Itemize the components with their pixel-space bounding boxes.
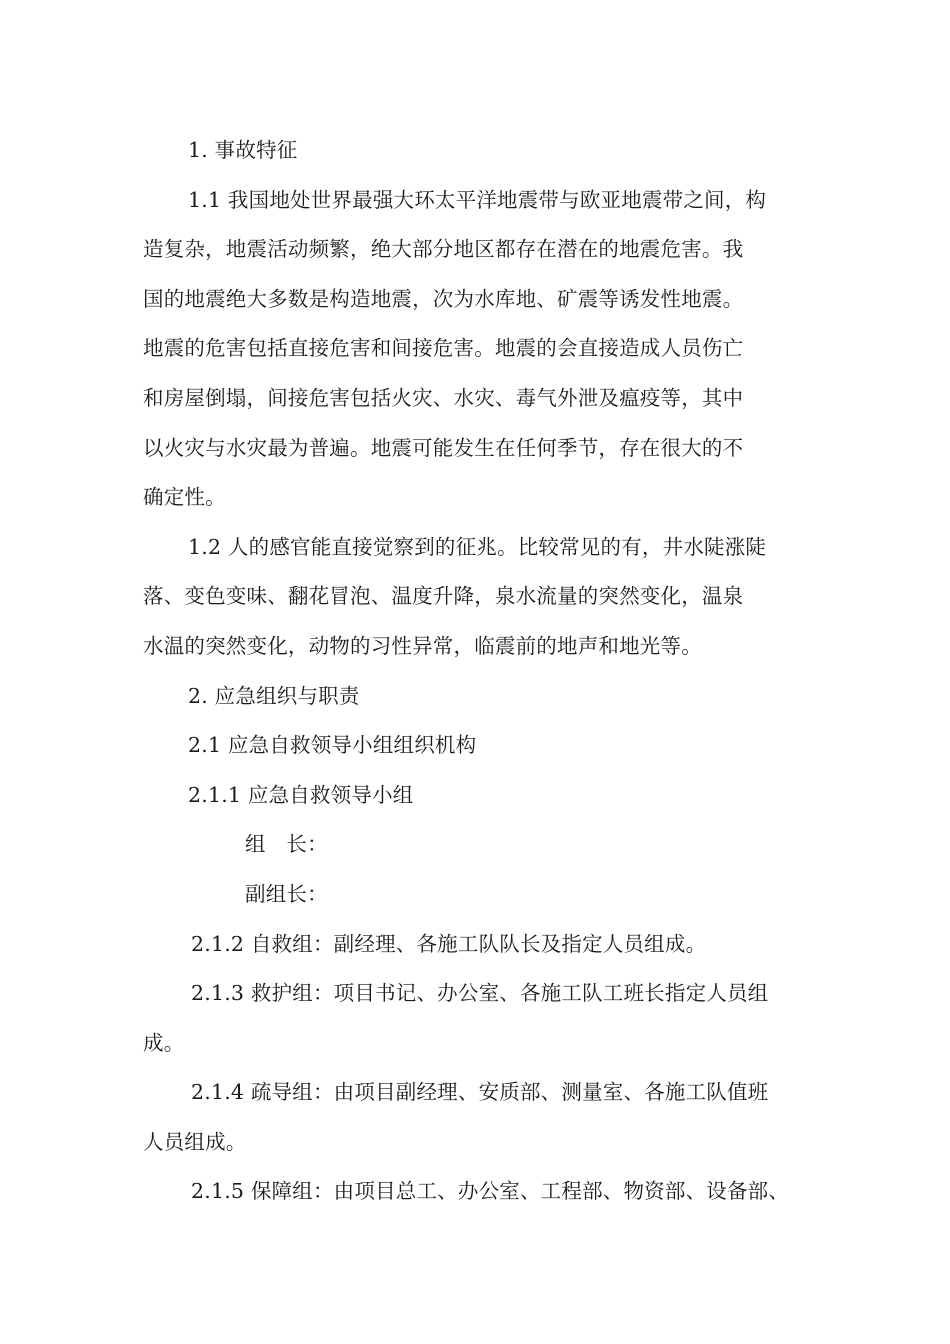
paragraph-line: 以火灾与水灾最为普遍。地震可能发生在任何季节，存在很大的不 xyxy=(143,435,744,460)
paragraph-line: 成。 xyxy=(143,1030,185,1055)
group-leader-field: 组 长： xyxy=(245,832,328,857)
paragraph-line: 人员组成。 xyxy=(143,1129,247,1154)
paragraph-line: 地震的危害包括直接危害和间接危害。地震的会直接造成人员伤亡 xyxy=(143,336,744,361)
paragraph-line: 水温的突然变化，动物的习性异常，临震前的地声和地光等。 xyxy=(143,633,702,658)
paragraph-line: 国的地震绝大多数是构造地震，次为水库地、矿震等诱发性地震。 xyxy=(143,286,744,311)
paragraph-line: 1.2 人的感官能直接觉察到的征兆。比较常见的有，井水陡涨陡 xyxy=(188,534,767,559)
paragraph-line: 和房屋倒塌，间接危害包括火灾、水灾、毒气外泄及瘟疫等，其中 xyxy=(143,385,744,410)
heading-emergency-organization: 2. 应急组织与职责 xyxy=(188,683,360,708)
paragraph-line: 2.1.5 保障组：由项目总工、办公室、工程部、物资部、设备部、 xyxy=(191,1179,790,1204)
paragraph-line: 2.1.2 自救组：副经理、各施工队队长及指定人员组成。 xyxy=(191,931,707,956)
heading-leadership-structure: 2.1 应急自救领导小组组织机构 xyxy=(188,733,477,758)
paragraph-line: 1.1 我国地处世界最强大环太平洋地震带与欧亚地震带之间，构 xyxy=(188,187,767,212)
paragraph-line: 确定性。 xyxy=(143,485,226,510)
paragraph-line: 造复杂，地震活动频繁，绝大部分地区都存在潜在的地震危害。我 xyxy=(143,237,744,262)
deputy-leader-field: 副组长： xyxy=(245,881,328,906)
heading-accident-features: 1. 事故特征 xyxy=(188,138,298,162)
paragraph-line: 2.1.3 救护组：项目书记、办公室、各施工队工班长指定人员组 xyxy=(191,981,769,1006)
document-body xyxy=(143,126,833,1217)
paragraph-line: 落、变色变味、翻花冒泡、温度升降，泉水流量的突然变化，温泉 xyxy=(143,584,744,609)
paragraph-line: 2.1.4 疏导组：由项目副经理、安质部、测量室、各施工队值班 xyxy=(191,1080,769,1105)
heading-leadership-group: 2.1.1 应急自救领导小组 xyxy=(188,782,414,807)
